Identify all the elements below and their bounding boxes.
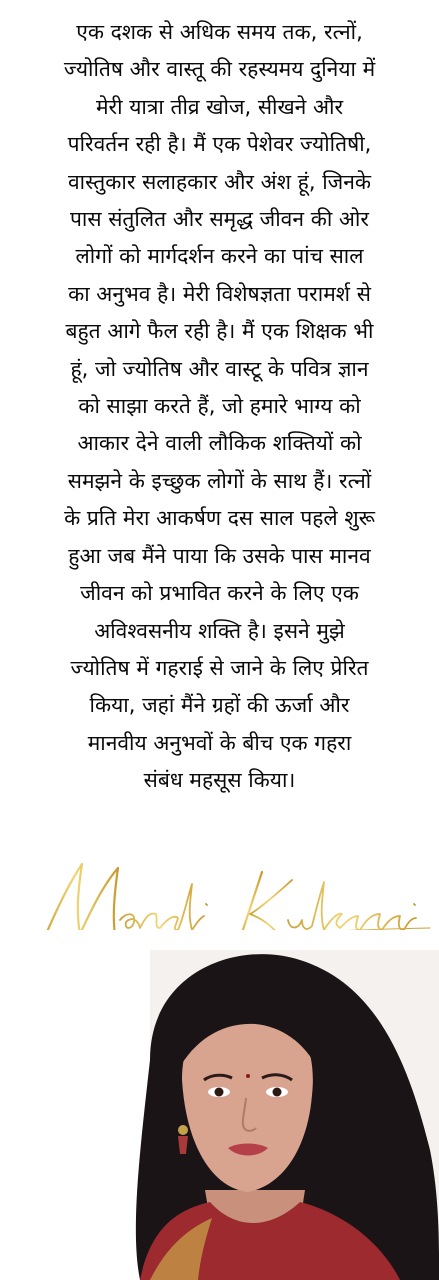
bio-line: ज्योतिष और वास्तू की रहस्यमय दुनिया में (63, 57, 376, 82)
bio-line: किया, जहां मैंने ग्रहों की ऊर्जा और (89, 693, 350, 718)
bio-line: हूं, जो ज्योतिष और वास्टू के पवित्र ज्ञान (70, 356, 369, 381)
bio-line: मानवीय अनुभवों के बीच एक गहरा (87, 730, 352, 755)
bio-line: समझने के इच्छुक लोगों के साथ हैं। रत्नों (67, 468, 372, 493)
bio-line: मेरी यात्रा तीव्र खोज, सीखने और (95, 94, 344, 119)
bio-line: हुआ जब मैंने पाया कि उसके पास मानव (68, 543, 371, 568)
bio-line: लोगों को मार्गदर्शन करने का पांच साल (75, 244, 364, 269)
bio-line: को साझा करते हैं, जो हमारे भाग्य को (78, 394, 361, 419)
bio-line: ज्योतिष में गहराई से जाने के लिए प्रेरित (70, 655, 369, 680)
bio-line: बहुत आगे फैल रही है। मैं एक शिक्षक भी (65, 319, 374, 344)
bio-line: जीवन को प्रभावित करने के लिए एक (80, 581, 359, 606)
bio-line: पास संतुलित और समृद्ध जीवन की ओर (69, 207, 370, 232)
bio-line: के प्रति मेरा आकर्षण दस साल पहले शुरू (64, 506, 375, 531)
bio-line: वास्तुकार सलाहकार और अंश हूं, जिनके (68, 169, 371, 194)
woman-portrait-photo (0, 930, 439, 1280)
bio-line: अविश्वसनीय शक्ति है। इसने मुझे (94, 618, 345, 643)
bio-text (10, 14, 429, 800)
bio-line: संबंध महसूस किया। (143, 768, 296, 793)
bio-line: एक दशक से अधिक समय तक, रत्नों, (76, 20, 363, 44)
bio-line: आकार देने वाली लौकिक शक्तियों को (77, 431, 362, 456)
bio-line: परिवर्तन रही है। मैं एक पेशेवर ज्योतिषी, (67, 132, 372, 157)
bio-line: का अनुभव है। मेरी विशेषज्ञता परामर्श से (68, 281, 371, 306)
